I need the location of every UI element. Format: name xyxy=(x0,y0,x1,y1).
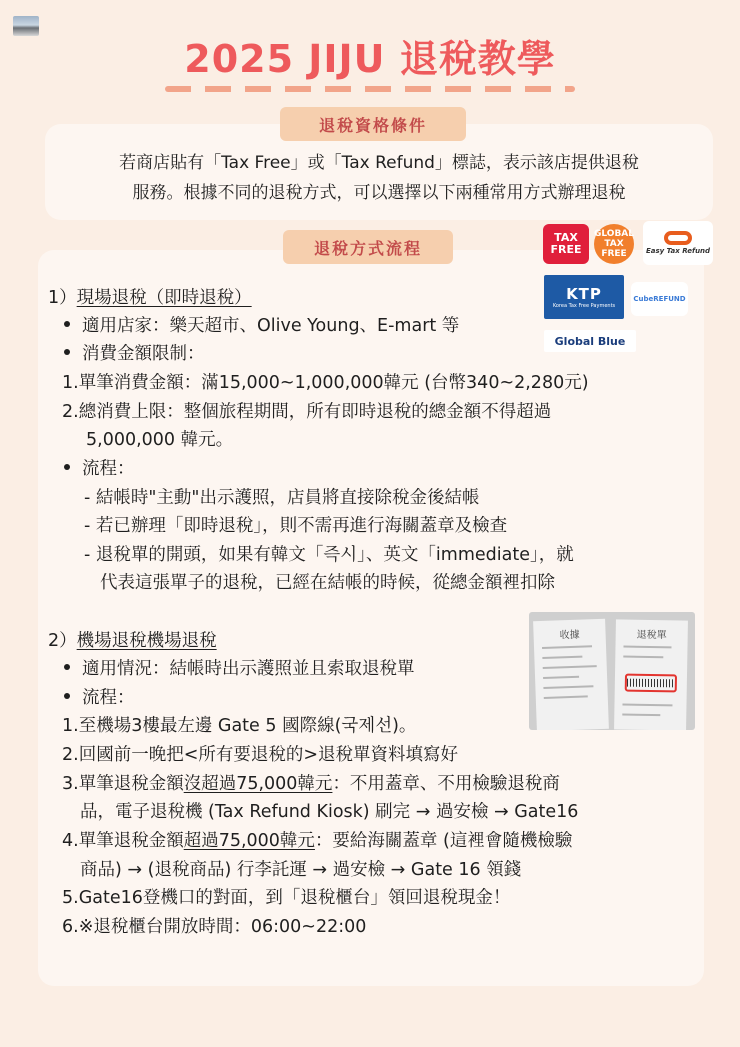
infinity-icon xyxy=(664,231,692,245)
list-item: 4.單筆退稅金額超過75,000韓元：要給海關蓋章 (這裡會隨機檢驗 xyxy=(62,831,573,851)
list-item-continued: 商品) → (退稅商品) 行李託運 → 過安檢 → Gate 16 領錢 xyxy=(80,860,522,880)
list-item: 3.單筆退稅金額沒超過75,000韓元：不用蓋章、不用檢驗退稅商 xyxy=(62,774,560,794)
intro-text xyxy=(45,148,713,208)
section1-heading-text: 現場退稅（即時退稅） xyxy=(76,288,252,308)
list-item: 1.至機場3樓最左邊 Gate 5 國際線(국제선)。 xyxy=(62,716,417,736)
list-item: 5.Gate16登機口的對面，到「退稅櫃台」領回退稅現金！ xyxy=(62,888,511,908)
tax-refund-slip xyxy=(614,619,688,730)
receipt xyxy=(533,619,609,730)
list-item: 流程： xyxy=(64,454,135,484)
title-divider xyxy=(165,86,575,92)
list-item: 流程： xyxy=(64,683,135,713)
list-item-continued: 5,000,000 韓元。 xyxy=(86,430,234,450)
page-title: 2025 JIJU 退稅教學 xyxy=(184,37,556,81)
list-item-continued: 代表這張單子的退稅，已經在結帳的時候，從總金額裡扣除 xyxy=(100,573,555,593)
global-tax-free-logo: GLOBAL TAX FREE xyxy=(594,224,634,264)
list-item: - 結帳時"主動"出示護照，店員將直接除稅金後結帳 xyxy=(84,488,480,508)
process-pill: 退稅方式流程 xyxy=(283,230,453,264)
global-blue-logo: Global Blue xyxy=(544,330,636,352)
section2-heading: 2）機場退稅機場退稅 xyxy=(48,631,217,651)
ktp-logo xyxy=(544,275,624,319)
list-item: - 若已辦理「即時退稅」，則不需再進行海關蓋章及檢查 xyxy=(84,516,508,536)
etax-free-logo: TAX FREE xyxy=(543,224,589,264)
receipt-photo xyxy=(529,612,695,730)
list-item: 1.單筆消費金額：滿15,000~1,000,000韓元 (台幣340~2,280元) xyxy=(62,373,589,393)
ktp-subtext: Korea Tax Free Payments xyxy=(552,303,616,309)
list-item: 適用店家：樂天超市、Olive Young、E-mart 等 xyxy=(64,311,459,341)
intro-line-2: 服務。根據不同的退稅方式，可以選擇以下兩種常用方式辦理退稅 xyxy=(132,183,626,203)
list-item: 2.總消費上限：整個旅程期間，所有即時退稅的總金額不得超過 xyxy=(62,402,552,422)
list-item-continued: 品，電子退稅機 (Tax Refund Kiosk) 刷完 → 過安檢 → Gate16 xyxy=(80,802,579,822)
list-item: 2.回國前一晚把<所有要退稅的>退稅單資料填寫好 xyxy=(62,745,459,765)
eligibility-pill: 退稅資格條件 xyxy=(280,107,466,141)
intro-line-1: 若商店貼有「Tax Free」或「Tax Refund」標誌，表示該店提供退稅 xyxy=(119,153,639,173)
easy-tax-refund-text: Easy Tax Refund xyxy=(645,247,711,255)
cube-refund-logo: CubeREFUND xyxy=(631,282,688,316)
easy-tax-refund-logo xyxy=(643,221,713,265)
tax-refund-slip-label: 退稅單 xyxy=(636,629,667,642)
list-item: 適用情況：結帳時出示護照並且索取退稅單 xyxy=(64,654,415,684)
receipt-label: 收據 xyxy=(559,629,580,642)
list-item: 消費金額限制： xyxy=(64,339,205,369)
section2-heading-text: 機場退稅機場退稅 xyxy=(76,631,217,651)
ktp-text: KTP xyxy=(566,285,602,303)
list-item: - 退稅單的開頭，如果有韓文「즉시」、英文「immediate」，就 xyxy=(84,545,574,565)
section1-heading: 1）現場退稅（即時退稅） xyxy=(48,288,252,308)
list-item: 6.※退稅櫃台開放時間：06:00~22:00 xyxy=(62,917,367,937)
barcode-highlight xyxy=(625,674,677,693)
